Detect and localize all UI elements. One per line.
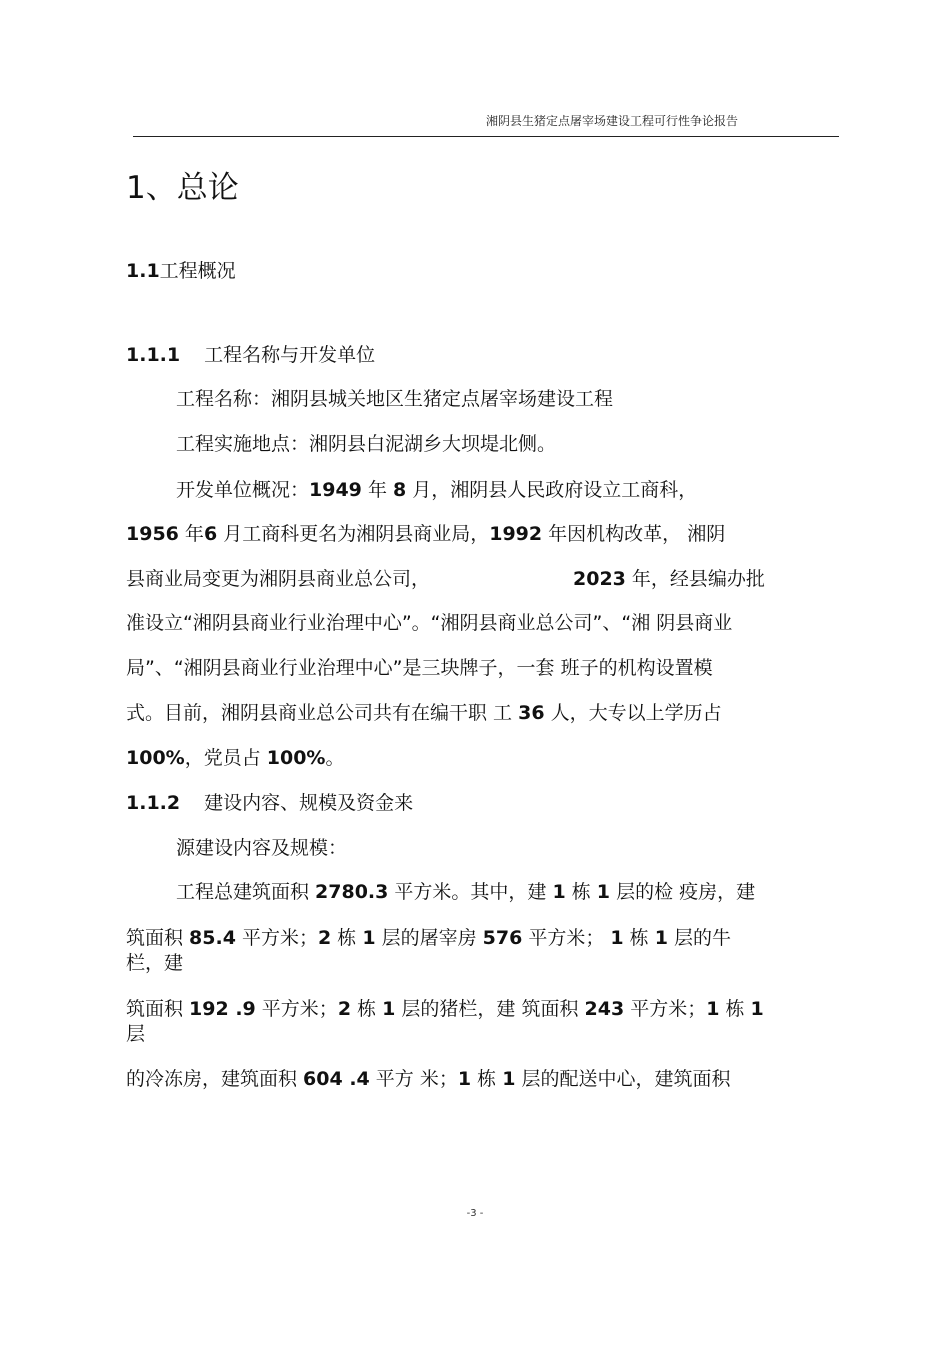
number-run: 1 <box>654 927 668 949</box>
text-run: 筑面积 <box>126 927 190 949</box>
paragraph-line: 工程名称：湘阴县城关地区生猪定点屠宰场建设工程 <box>176 388 614 410</box>
paragraph-line <box>126 519 725 546</box>
text-run: 平方米； <box>624 998 707 1020</box>
paragraph-line <box>126 923 731 950</box>
text-run: 层的猪栏，建 筑面积 <box>395 998 585 1020</box>
text-run: ，党员占 <box>184 747 267 769</box>
text-run: 层的牛 <box>667 927 732 949</box>
text-run: 平方米。其中，建 <box>388 881 553 903</box>
section-title: 建设内容、规模及资金来 <box>204 792 414 814</box>
text-run: 月，湘阴县人民政府设立工商科， <box>406 479 698 501</box>
section-title: 工程概况 <box>159 260 236 282</box>
number-run: 1949 <box>309 479 362 501</box>
paragraph-line <box>126 743 344 770</box>
number-run: 1 <box>750 998 764 1020</box>
text-run: 的冷冻房，建筑面积 <box>126 1068 304 1090</box>
text-run: 。 <box>325 747 345 769</box>
number-run: 1 <box>610 927 624 949</box>
text-run: 层的屠宰房 <box>375 927 483 949</box>
header-rule <box>133 136 839 137</box>
text-run: 栋 <box>719 998 751 1020</box>
text-run: 平方米； <box>235 927 318 949</box>
section-number: 1.1.2 <box>126 792 181 814</box>
number-run: 1992 <box>489 523 543 545</box>
section-number: 1.1.1 <box>126 344 181 366</box>
paragraph-line <box>176 475 697 502</box>
text-run: 月工商科更名为湘阴县商业局， <box>217 523 490 545</box>
text-run: 开发单位概况： <box>176 479 310 501</box>
number-run: 2780.3 <box>315 881 389 903</box>
number-run: 1 <box>706 998 720 1020</box>
number-run: 1 <box>457 1068 472 1090</box>
number-run: 36 <box>518 702 545 724</box>
paragraph-line <box>126 698 722 725</box>
text-run: 层的配送中心，建筑面积 <box>515 1068 731 1090</box>
text-run: 工程总建筑面积 <box>176 881 316 903</box>
section-heading-1-1-2 <box>126 788 413 815</box>
paragraph-line-tail <box>573 564 765 591</box>
paragraph-line: 准设立“湘阴县商业行业治理中心”。“湘阴县商业总公司”、“湘 阴县商业 <box>126 612 733 634</box>
section-number: 1.1 <box>126 260 160 282</box>
number-run: 1 <box>502 1068 516 1090</box>
number-run: 1 <box>382 998 396 1020</box>
number-run: 6 <box>203 523 218 545</box>
text-run: 栋 <box>331 927 363 949</box>
text-run: 平方 米； <box>369 1068 458 1090</box>
number-run: 100% <box>126 747 185 769</box>
text-run: 筑面积 <box>126 998 190 1020</box>
number-run: 8 <box>393 479 407 501</box>
paragraph-line: 源建设内容及规模： <box>176 837 348 859</box>
paragraph-line: 工程实施地点：湘阴县白泥湖乡大坝堤北侧。 <box>176 433 557 455</box>
text-run: 人，大专以上学历占 <box>544 702 722 724</box>
text-run: 年 <box>178 523 204 545</box>
number-run: 100% <box>266 747 326 769</box>
text-run: 平方米； <box>255 998 338 1020</box>
paragraph-line: 栏，建 <box>126 952 184 974</box>
text-run: 式。目前，湘阴县商业总公司共有在编干职 工 <box>126 702 519 724</box>
paragraph-line <box>126 994 764 1021</box>
number-run: 2023 <box>573 568 626 590</box>
text-run: 栋 <box>471 1068 503 1090</box>
paragraph-line <box>176 877 755 904</box>
number-run: 604 .4 <box>303 1068 370 1090</box>
text-run: 年因机构改革， 湘阴 <box>542 523 726 545</box>
number-run: 243 <box>584 998 625 1020</box>
paragraph-line: 县商业局变更为湘阴县商业总公司， <box>126 568 431 590</box>
text-run: 年，经县编办批 <box>625 568 765 590</box>
number-run: 1 <box>552 881 566 903</box>
text-run: 层的检 疫房，建 <box>610 881 756 903</box>
text-run: 栋 <box>623 927 655 949</box>
text-run: 年 <box>361 479 393 501</box>
number-run: 1 <box>362 927 376 949</box>
section-title: 工程名称与开发单位 <box>204 344 376 366</box>
number-run: 2 <box>317 927 332 949</box>
page-number: -3 - <box>466 1208 484 1219</box>
number-run: 85.4 <box>189 927 236 949</box>
number-run: 576 <box>482 927 523 949</box>
number-run: 1 <box>596 881 611 903</box>
number-run: 1956 <box>126 523 179 545</box>
paragraph-line: 层 <box>126 1023 146 1045</box>
chapter-title: 1、总论 <box>126 170 239 206</box>
number-run: 192 .9 <box>189 998 256 1020</box>
text-run: 栋 <box>565 881 597 903</box>
running-header: 湘阴县生猪定点屠宰场建设工程可行性争论报告 <box>486 114 739 128</box>
text-run: 栋 <box>351 998 383 1020</box>
section-heading-1-1-1 <box>126 340 375 367</box>
text-run: 平方米； <box>522 927 611 949</box>
paragraph-line <box>126 1064 730 1091</box>
section-heading-1-1 <box>126 256 236 283</box>
number-run: 2 <box>337 998 352 1020</box>
paragraph-line: 局”、“湘阴县商业行业治理中心”是三块牌子，一套 班子的机构设置模 <box>126 657 713 679</box>
